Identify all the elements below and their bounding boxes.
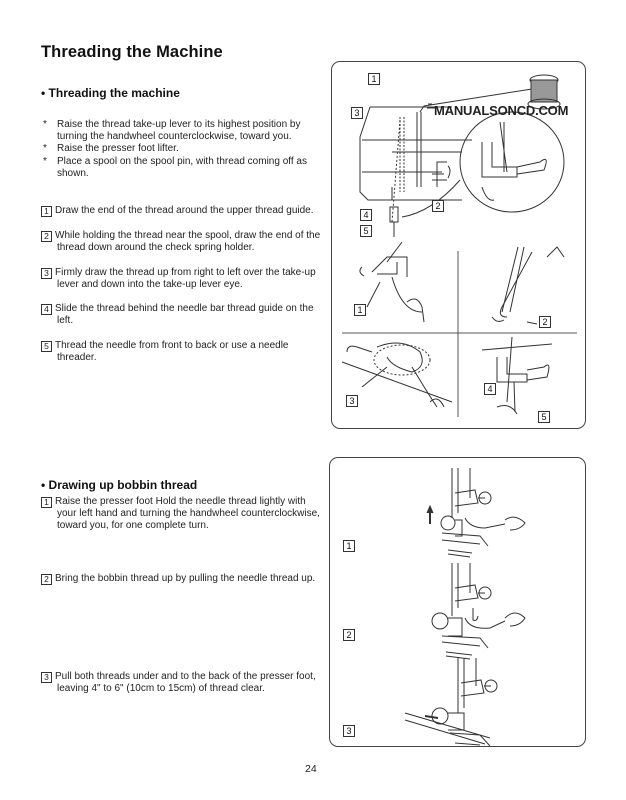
bobbin-figure-label-1: 1: [343, 540, 355, 552]
step-text: Slide the thread behind the needle bar thread guide on the: [55, 303, 314, 314]
step-number-box: 4: [41, 304, 52, 315]
threading-step-5: [41, 340, 331, 364]
step-text-continued: threader.: [57, 352, 97, 364]
step-text-continued: leaving 4" to 6" (10cm to 15cm) of thread clear.: [57, 683, 265, 695]
bullet-item: * Place a spool on the spool pin, with thread coming off as shown.: [41, 156, 331, 180]
step-number-box: 2: [41, 574, 52, 585]
step-text: Firmly draw the thread up from right to left over the take-up: [55, 267, 316, 278]
threading-step-4: [41, 303, 331, 327]
figure-label: 2: [432, 200, 444, 212]
step-text: Draw the end of the thread around the upper thread guide.: [55, 205, 314, 216]
bobbin-figure-label-2: 2: [343, 629, 355, 641]
threading-step-3: [41, 267, 331, 291]
presser-foot-illustration: [330, 458, 586, 747]
bullet-item: * Raise the presser foot lifter.: [41, 143, 331, 155]
bobbin-step-3: [41, 671, 331, 695]
step-number-box: 3: [41, 672, 52, 683]
step-text-continued: your left hand and turning the handwheel counterclockwise, toward you, for one complete turn.: [57, 508, 320, 532]
step-text: Bring the bobbin thread up by pulling the needle thread up.: [55, 573, 316, 584]
step-text-continued: lever and down into the take-up lever eye.: [57, 279, 243, 291]
detail-label-3: 3: [346, 395, 358, 407]
detail-label-5: 5: [538, 411, 550, 423]
threading-step-1: [41, 205, 331, 217]
step-number-box: 2: [41, 231, 52, 242]
figure-label: 3: [351, 107, 363, 119]
detail-label-1: 1: [354, 304, 366, 316]
bobbin-step-2: [41, 573, 331, 585]
page-title: Threading the Machine: [41, 43, 223, 61]
step-text: Pull both threads under and to the back of the presser foot,: [55, 671, 316, 682]
figure-label: 5: [360, 225, 372, 237]
step-text: While holding the thread near the spool, draw the end of the: [55, 230, 321, 241]
threading-step-2: [41, 230, 331, 254]
detail-label-2: 2: [539, 316, 551, 328]
detail-label-4: 4: [484, 383, 496, 395]
bobbin-figure: [329, 457, 586, 747]
prep-bullet-list: [41, 119, 331, 180]
step-number-box: 1: [41, 497, 52, 508]
step-number-box: 1: [41, 206, 52, 217]
bobbin-step-1: [41, 496, 331, 533]
step-text-continued: thread down around the check spring holder.: [57, 242, 255, 254]
section-heading-threading: • Threading the machine: [41, 86, 180, 100]
step-text-continued: left.: [57, 315, 74, 327]
figure-label: 1: [368, 73, 380, 85]
watermark-text: MANUALSONCD.COM: [434, 103, 569, 118]
bobbin-figure-label-3: 3: [343, 725, 355, 737]
step-text: Thread the needle from front to back or use a needle: [55, 340, 289, 351]
step-number-box: 3: [41, 268, 52, 279]
figure-label: 4: [360, 209, 372, 221]
step-number-box: 5: [41, 341, 52, 352]
bullet-item: * Raise the thread take-up lever to its highest position by turning the handwheel counterclockwise, toward you.: [41, 119, 331, 143]
step-text: Raise the presser foot Hold the needle thread lightly with: [55, 496, 306, 507]
section-heading-bobbin: • Drawing up bobbin thread: [41, 478, 198, 492]
page-number: 24: [305, 763, 317, 775]
